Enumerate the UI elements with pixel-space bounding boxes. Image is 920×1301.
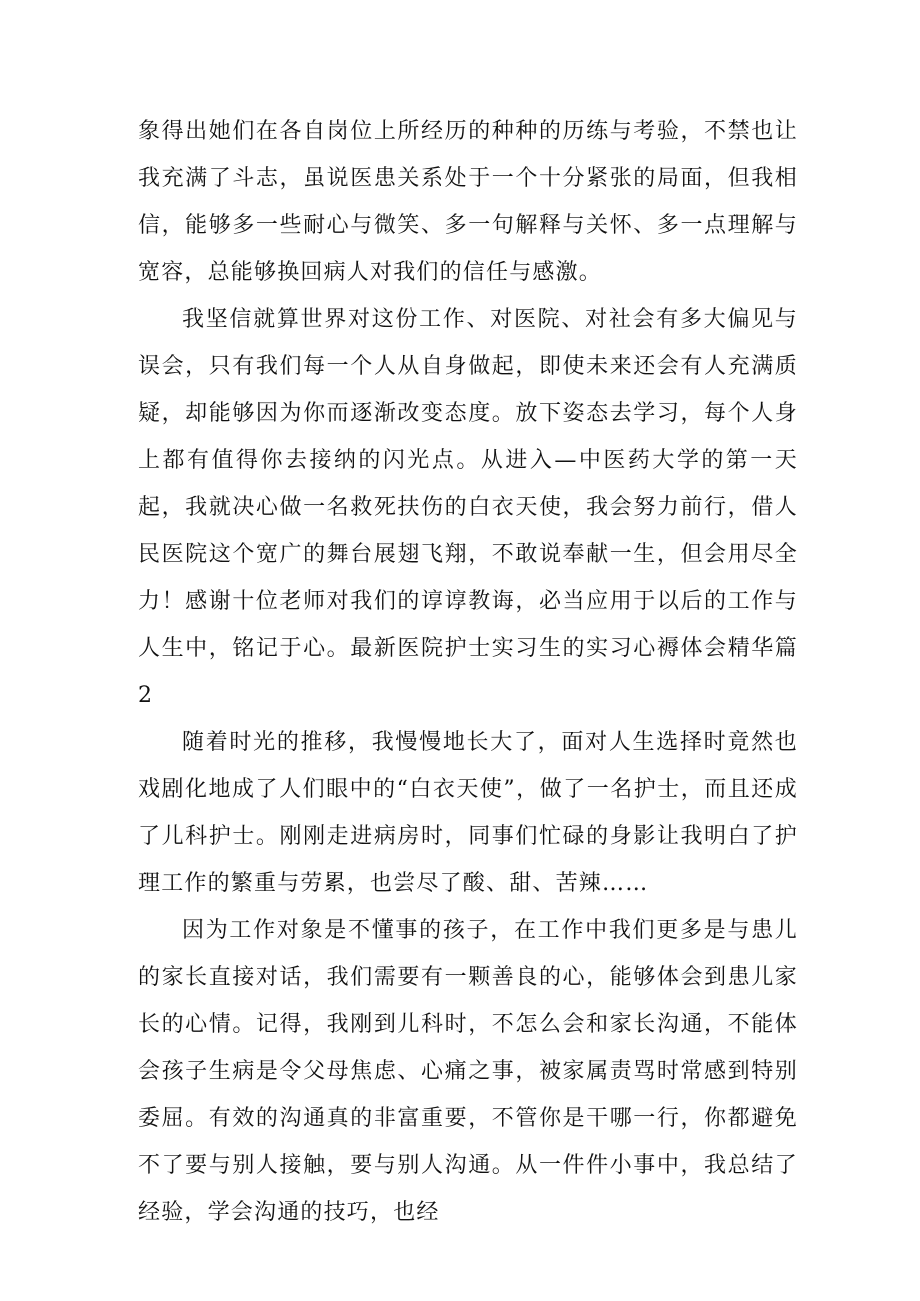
paragraph-1: 象得出她们在各自岗位上所经历的种种的历练与考验，不禁也让我充满了斗志，虽说医患关系处于一个十分紧张的局面，但我相信，能够多一些耐心与微笑、多一句解释与关怀、多一点理解与宽容，总能够换回病人对我们的信任与感激。: [138, 119, 798, 285]
document-body: [138, 108, 798, 1236]
paragraph-4: 因为工作对象是不懂事的孩子，在工作中我们更多是与患儿的家长直接对话，我们需要有一颗善良的心，能够体会到患儿家长的心情。记得，我刚到儿科时，不怎么会和家长沟通，不能体会孩子生病是令父母焦虑、心痛之事，被家属责骂时常感到特别委屈。有效的沟通真的非富重要，不管你是干哪一行，你都避免不了要与别人接触，要与别人沟通。从一件件小事中，我总结了经验，学会沟通的技巧，也经: [138, 918, 798, 1225]
paragraph-3: 随着时光的推移，我慢慢地长大了，面对人生选择时竟然也戏剧化地成了人们眼中的“白衣天使”，做了一名护士，而且还成了儿科护士。刚刚走进病房时，同事们忙碌的身影让我明白了护理工作的繁重与劳累，也尝尽了酸、甜、苦辣……: [138, 730, 798, 896]
paragraph-2: 我坚信就算世界对这份工作、对医院、对社会有多大偏见与误会，只有我们每一个人从自身做起，即使未来还会有人充满质疑，却能够因为你而逐渐改变态度。放下姿态去学习，每个人身上都有值得你去接纳的闪光点。从进入—中医药大学的第一天起，我就决心做一名救死扶伤的白衣天使，我会努力前行，借人民医院这个宽广的舞台展翅飞翔，不敢说奉献一生，但会用尽全力！感谢十位老师对我们的谆谆教诲，必当应用于以后的工作与人生中，铭记于心。最新医院护士实习生的实习心褥体会精华篇2: [138, 307, 798, 708]
